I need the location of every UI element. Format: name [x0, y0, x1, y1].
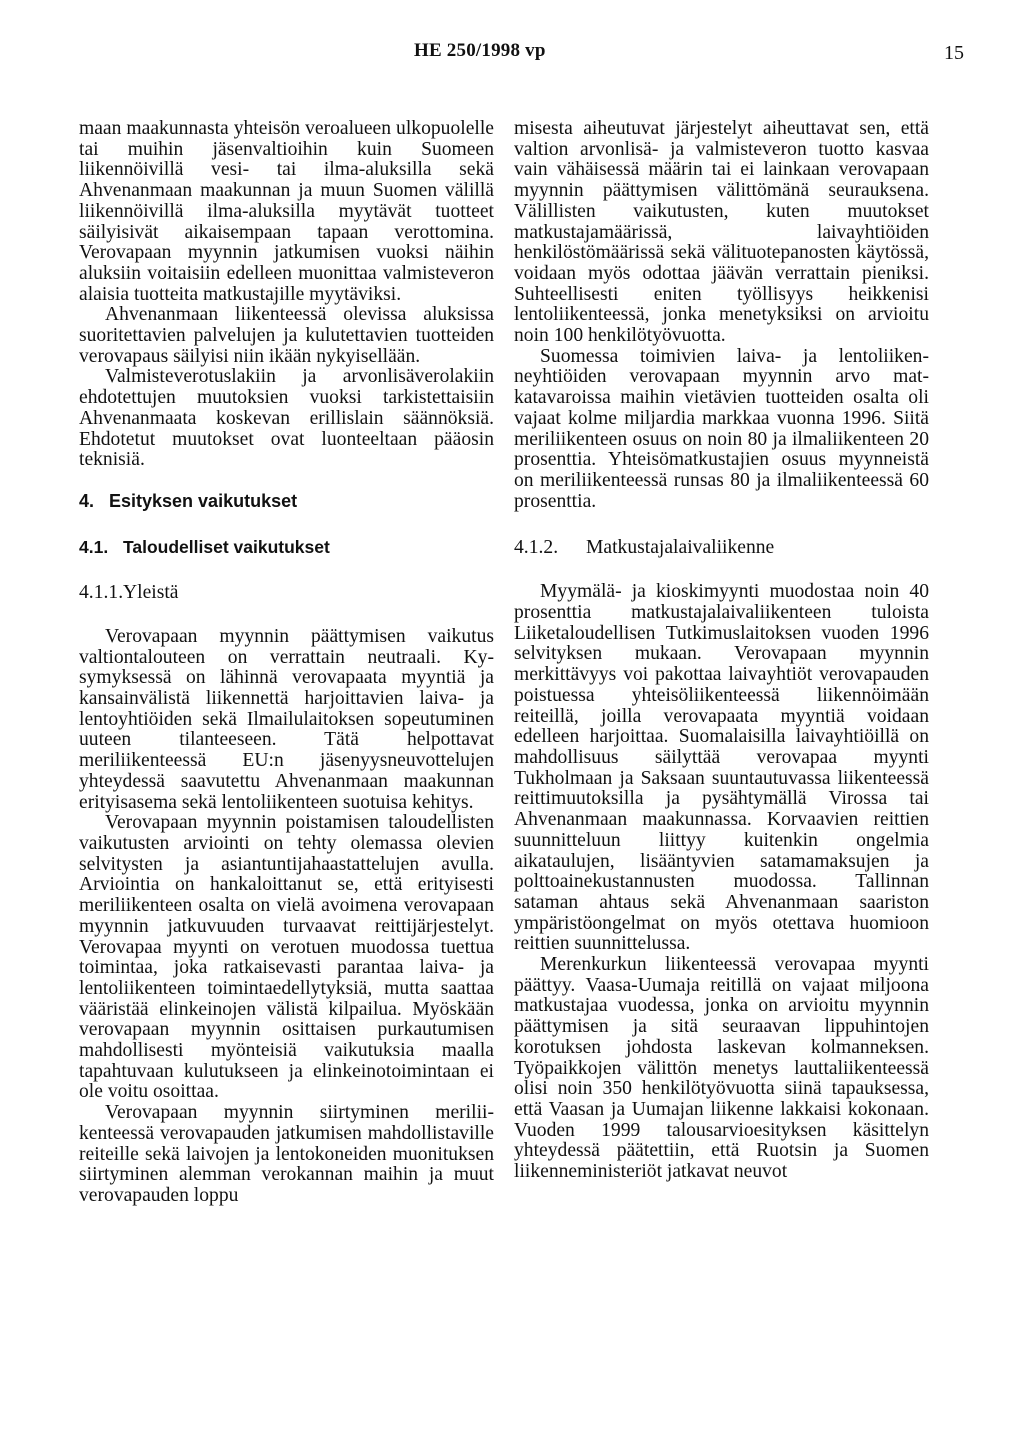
paragraph: Ahvenanmaan liikenteessä olevissa aluksissa suoritettavien palvelujen ja kulutettavien tuotteiden verovapaus säilyisi niin ikään nykyisellään. [79, 304, 494, 367]
paragraph: Verovapaan myynnin siirtyminen meriliikenteessä verovapauden jatkumisen mahdollistaville reiteille sekä laivojen ja lentokoneiden muonituksen siirtyminen alemman verokannan maihin ja muut verovapauden loppu [79, 1102, 494, 1206]
paragraph: Myymälä- ja kioskimyynti muodostaa noin 40 prosenttia matkustajalaivaliikenteen tuloista Liiketaloudellisen Tutkimuslaitoksen vuoden 1996 selvityksen mukaan. Verovapaan myynnin merkittävyys voi pakottaa laivayhtiöt verovapauden poistuessa yhteisöliikenteessä liikennöimään reiteillä, joilla verovapaata myyntiä voidaan edelleen harjoittaa. Suomalaisilla laivayhtiöillä on mahdollisuus säilyttää verovapaa myynti Tukholmaan ja Saksaan suuntautuvassa liikenteessä reittimuutoksilla ja pysähtymällä Virossa tai Ahvenanmaan maakunnassa. Korvaavien reittien suunnitteluun liittyy kuitenkin ongelmia aikataulujen, lisääntyvien satamamaksujen ja polttoainekustannusten muodossa. Tallinnan sataman ahtaus sekä Ahvenanmaan saariston ympäristöongelmat on myös otettava huomioon reittien suunnittelussa. [514, 581, 929, 955]
paragraph: Suomessa toimivien laiva- ja lentoliikenneyhtiöiden verovapaan myynnin arvo matkatavaroissa maihin vietävien tuotteiden osalta oli vajaat kolme miljardia markkaa vuonna 1996. Siitä meriliikenteen osuus on noin 80 ja ilmaliikenteen 20 prosenttia. Yhteisömatkustajien osuus myynneistä on meriliikenteessä runsas 80 ja ilmaliikenteessä 60 prosenttia. [514, 345, 929, 512]
subsection-heading [79, 537, 494, 557]
subsubsection-title: Yleistä [123, 581, 179, 603]
left-column [79, 119, 494, 1207]
section-number: 4. [79, 490, 95, 511]
paragraph: Verovapaan myynnin poistamisen taloudellisten vaikutusten arviointi on tehty olemassa olevien selvitysten ja asiantuntijahaastattelujen avulla. Arviointia on hankaloittanut se, että erityisesti meriliikenteen osalta on vielä avoimena verovapaan myynnin jatkuvuuden turvaavat reittijärjestelyt. Verovapaa myynti on verotuen muodossa tuettua toimintaa, joka ratkaisevasti parantaa laiva- ja lentoliikenteen toimintaedellytyksiä, mutta saattaa vääristää elinkeinojen välistä kilpailua. Myöskään verovapaan myynnin osittaisen purkautumisen mahdollisesti myönteisiä vaikutuksia maalla tapahtuvaan kulutukseen ja elinkeinotoimintaan ei ole voitu osoittaa. [79, 812, 494, 1103]
subsubsection-number: 4.1.2. [514, 537, 559, 559]
paragraph: Verovapaan myynnin päättymisen vaikutus valtiontalouteen on verrattain neutraali. Kysymyksessä on lähinnä verovapaata myyntiä ja kansainvälistä liikennettä harjoittavien laiva- ja lentoyhtiöiden sekä Ilmailulaitoksen sopeutuminen uuteen tilanteeseen. Tätä helpottavat meriliikenteessä EU:n jäsenyysneuvottelujen yhteydessä saavutettu Ahvenanmaan maakunnan erityisasema sekä lentoliikenteen suotuisa kehitys. [79, 625, 494, 813]
subsection-number: 4.1. [79, 536, 109, 557]
right-column [514, 119, 929, 1183]
subsubsection-title: Matkustajalaivaliikenne [586, 537, 775, 559]
section-title: Esityksen vaikutukset [109, 490, 298, 511]
section-heading [79, 491, 494, 511]
subsection-title: Taloudelliset vaikutukset [123, 536, 330, 557]
paragraph: Merenkurkun liikenteessä verovapaa myynti päättyy. Vaasa-Uumaja reitillä on vajaat miljoona matkustajaa vuodessa, jonka on arvioitu myynnin päättymisen ja sitä seuraavan lippuhintojen korotuksen johdosta laskevan kolmanneksen. Työpaikkojen välittön menetys lauttaliikenteessä olisi noin 350 henkilötyövuotta siinä tapauksessa, että Vaasan ja Uumajan liikenne lakkaisi kokonaan. Vuoden 1999 talousarvioesityksen käsittelyn yhteydessä päätettiin, että Ruotsin ja Suomen liikenneministeriöt jatkavat neuvot [514, 954, 929, 1183]
subsubsection-heading [514, 538, 929, 558]
paragraph: misesta aiheutuvat järjestelyt aiheuttavat sen, että valtion arvonlisä- ja valmisteveron tuotto kasvaa vain vähäisessä määrin tai ei lainkaan verovapaan myynnin päättymisen välittömänä seurauksena. Välillisten vaikutusten, kuten muutokset matkustajamäärissä, laivayhtiöiden henkilöstömäärissä sekä välituotepanosten käytössä, voidaan myös odottaa jäävän verrattain pieniksi. Suhteellisesti eniten työllisyys heikkenisi lentoliikenteessä, jonka menetyksiksi on arvioitu noin 100 henkilötyövuotta. [514, 118, 929, 347]
subsubsection-heading [79, 583, 494, 603]
document-id: HE 250/1998 vp [414, 40, 546, 61]
subsubsection-number: 4.1.1. [79, 581, 124, 603]
page-number: 15 [944, 42, 964, 64]
paragraph: maan maakunnasta yhteisön veroalueen ulkopuolelle tai muihin jäsenvaltioihin kuin Suomeen liikennöivillä vesi- tai ilma-aluksilla sekä Ahvenanmaan maakunnan ja muun Suomen välillä liikennöivillä ilma-aluksilla myytävät tuotteet säilyisivät aikaisempaan tapaan verottomina. Verovapaan myynnin jatkumisen vuoksi näihin aluksiin voitaisiin edelleen muonittaa valmisteveron alaisia tuotteita matkustajille myytäviksi. [79, 118, 494, 305]
running-header [0, 40, 1024, 80]
paragraph: Valmisteverotuslakiin ja arvonlisäverolakiin ehdotettujen muutoksien vuoksi tarkistettaisiin Ahvenanmaata koskevan erillislain säännöksiä. Ehdotetut muutokset ovat luonteeltaan pääosin teknisiä. [79, 366, 494, 471]
